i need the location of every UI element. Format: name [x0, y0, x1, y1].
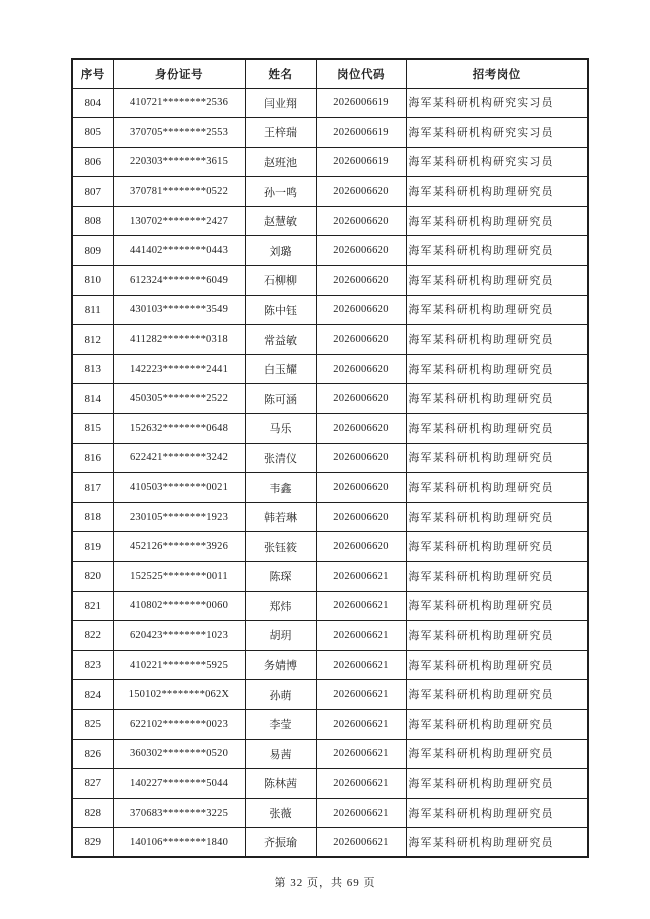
id-number-cell: 622421********3242 [113, 443, 245, 473]
post-code-cell: 2026006621 [316, 591, 406, 621]
serial-cell: 807 [72, 177, 113, 207]
serial-cell: 812 [72, 325, 113, 355]
id-number-cell: 441402********0443 [113, 236, 245, 266]
serial-cell: 815 [72, 414, 113, 444]
serial-cell: 826 [72, 739, 113, 769]
post-code-cell: 2026006619 [316, 88, 406, 118]
table-row [72, 739, 588, 769]
post-code-cell: 2026006620 [316, 502, 406, 532]
name-cell: 韦鑫 [245, 473, 316, 503]
post-code-cell: 2026006620 [316, 414, 406, 444]
serial-cell: 820 [72, 562, 113, 592]
serial-cell: 819 [72, 532, 113, 562]
name-cell: 陈可涵 [245, 384, 316, 414]
serial-cell: 827 [72, 769, 113, 799]
table-row [72, 621, 588, 651]
post-title-cell: 海军某科研机构助理研究员 [406, 739, 588, 769]
post-title-cell: 海军某科研机构助理研究员 [406, 473, 588, 503]
table-row [72, 118, 588, 148]
name-cell: 孙一鸣 [245, 177, 316, 207]
id-number-cell: 152525********0011 [113, 562, 245, 592]
post-title-cell: 海军某科研机构助理研究员 [406, 414, 588, 444]
name-cell: 齐振瑜 [245, 828, 316, 858]
table-row [72, 769, 588, 799]
id-number-cell: 450305********2522 [113, 384, 245, 414]
id-number-cell: 622102********0023 [113, 709, 245, 739]
post-code-cell: 2026006621 [316, 562, 406, 592]
serial-cell: 814 [72, 384, 113, 414]
name-cell: 王梓瑞 [245, 118, 316, 148]
table-row [72, 502, 588, 532]
table-row [72, 88, 588, 118]
column-header: 序号 [72, 59, 113, 88]
name-cell: 张薇 [245, 798, 316, 828]
post-code-cell: 2026006621 [316, 798, 406, 828]
table-row [72, 591, 588, 621]
post-code-cell: 2026006620 [316, 325, 406, 355]
table-row [72, 532, 588, 562]
table-row [72, 177, 588, 207]
table-row [72, 354, 588, 384]
table-row [72, 206, 588, 236]
name-cell: 常益敏 [245, 325, 316, 355]
post-title-cell: 海军某科研机构助理研究员 [406, 621, 588, 651]
candidate-table [71, 58, 589, 858]
post-title-cell: 海军某科研机构助理研究员 [406, 828, 588, 858]
post-code-cell: 2026006620 [316, 473, 406, 503]
post-code-cell: 2026006619 [316, 147, 406, 177]
post-code-cell: 2026006620 [316, 532, 406, 562]
table-row [72, 798, 588, 828]
id-number-cell: 620423********1023 [113, 621, 245, 651]
name-cell: 陈林茜 [245, 769, 316, 799]
serial-cell: 816 [72, 443, 113, 473]
post-title-cell: 海军某科研机构助理研究员 [406, 266, 588, 296]
name-cell: 胡玥 [245, 621, 316, 651]
table-row [72, 443, 588, 473]
post-code-cell: 2026006621 [316, 680, 406, 710]
id-number-cell: 220303********3615 [113, 147, 245, 177]
serial-cell: 811 [72, 295, 113, 325]
post-title-cell: 海军某科研机构助理研究员 [406, 236, 588, 266]
name-cell: 郑炜 [245, 591, 316, 621]
table-row [72, 236, 588, 266]
id-number-cell: 452126********3926 [113, 532, 245, 562]
name-cell: 陈琛 [245, 562, 316, 592]
post-code-cell: 2026006620 [316, 236, 406, 266]
post-title-cell: 海军某科研机构助理研究员 [406, 325, 588, 355]
id-number-cell: 612324********6049 [113, 266, 245, 296]
serial-cell: 813 [72, 354, 113, 384]
name-cell: 石柳柳 [245, 266, 316, 296]
table-body [72, 88, 588, 857]
post-title-cell: 海军某科研机构助理研究员 [406, 206, 588, 236]
post-code-cell: 2026006620 [316, 354, 406, 384]
table-row [72, 650, 588, 680]
serial-cell: 824 [72, 680, 113, 710]
id-number-cell: 360302********0520 [113, 739, 245, 769]
id-number-cell: 410221********5925 [113, 650, 245, 680]
id-number-cell: 370683********3225 [113, 798, 245, 828]
post-code-cell: 2026006620 [316, 384, 406, 414]
post-code-cell: 2026006621 [316, 650, 406, 680]
column-header: 招考岗位 [406, 59, 588, 88]
table-row [72, 147, 588, 177]
name-cell: 张钰筱 [245, 532, 316, 562]
table-row [72, 295, 588, 325]
id-number-cell: 130702********2427 [113, 206, 245, 236]
post-code-cell: 2026006621 [316, 769, 406, 799]
post-title-cell: 海军某科研机构助理研究员 [406, 295, 588, 325]
post-title-cell: 海军某科研机构助理研究员 [406, 532, 588, 562]
name-cell: 孙萌 [245, 680, 316, 710]
serial-cell: 822 [72, 621, 113, 651]
id-number-cell: 410802********0060 [113, 591, 245, 621]
post-title-cell: 海军某科研机构助理研究员 [406, 502, 588, 532]
post-code-cell: 2026006620 [316, 177, 406, 207]
name-cell: 白玉耀 [245, 354, 316, 384]
table-row [72, 384, 588, 414]
id-number-cell: 411282********0318 [113, 325, 245, 355]
name-cell: 李莹 [245, 709, 316, 739]
column-header: 身份证号 [113, 59, 245, 88]
id-number-cell: 140227********5044 [113, 769, 245, 799]
serial-cell: 808 [72, 206, 113, 236]
post-title-cell: 海军某科研机构助理研究员 [406, 384, 588, 414]
serial-cell: 804 [72, 88, 113, 118]
id-number-cell: 140106********1840 [113, 828, 245, 858]
serial-cell: 805 [72, 118, 113, 148]
id-number-cell: 410721********2536 [113, 88, 245, 118]
table-row [72, 414, 588, 444]
name-cell: 韩若琳 [245, 502, 316, 532]
table-row [72, 680, 588, 710]
post-code-cell: 2026006621 [316, 621, 406, 651]
name-cell: 陈中钰 [245, 295, 316, 325]
id-number-cell: 430103********3549 [113, 295, 245, 325]
name-cell: 马乐 [245, 414, 316, 444]
post-title-cell: 海军某科研机构研究实习员 [406, 88, 588, 118]
header-row [72, 59, 588, 88]
table-row [72, 473, 588, 503]
post-title-cell: 海军某科研机构助理研究员 [406, 443, 588, 473]
name-cell: 刘璐 [245, 236, 316, 266]
post-title-cell: 海军某科研机构助理研究员 [406, 591, 588, 621]
serial-cell: 821 [72, 591, 113, 621]
column-header: 岗位代码 [316, 59, 406, 88]
table-header [72, 59, 588, 88]
name-cell: 赵班池 [245, 147, 316, 177]
id-number-cell: 230105********1923 [113, 502, 245, 532]
post-title-cell: 海军某科研机构助理研究员 [406, 650, 588, 680]
post-title-cell: 海军某科研机构助理研究员 [406, 354, 588, 384]
post-title-cell: 海军某科研机构助理研究员 [406, 562, 588, 592]
name-cell: 赵慧敏 [245, 206, 316, 236]
post-title-cell: 海军某科研机构助理研究员 [406, 709, 588, 739]
serial-cell: 817 [72, 473, 113, 503]
post-code-cell: 2026006620 [316, 443, 406, 473]
serial-cell: 818 [72, 502, 113, 532]
post-code-cell: 2026006620 [316, 206, 406, 236]
serial-cell: 823 [72, 650, 113, 680]
post-code-cell: 2026006620 [316, 266, 406, 296]
id-number-cell: 370705********2553 [113, 118, 245, 148]
id-number-cell: 152632********0648 [113, 414, 245, 444]
id-number-cell: 410503********0021 [113, 473, 245, 503]
post-code-cell: 2026006621 [316, 709, 406, 739]
serial-cell: 825 [72, 709, 113, 739]
name-cell: 张清仪 [245, 443, 316, 473]
id-number-cell: 150102********062X [113, 680, 245, 710]
post-code-cell: 2026006620 [316, 295, 406, 325]
serial-cell: 806 [72, 147, 113, 177]
table-row [72, 709, 588, 739]
name-cell: 闫业翔 [245, 88, 316, 118]
serial-cell: 828 [72, 798, 113, 828]
post-code-cell: 2026006621 [316, 739, 406, 769]
post-title-cell: 海军某科研机构助理研究员 [406, 798, 588, 828]
serial-cell: 809 [72, 236, 113, 266]
id-number-cell: 142223********2441 [113, 354, 245, 384]
serial-cell: 810 [72, 266, 113, 296]
post-title-cell: 海军某科研机构助理研究员 [406, 769, 588, 799]
post-title-cell: 海军某科研机构助理研究员 [406, 680, 588, 710]
page-number-footer: 第 32 页，共 69 页 [274, 877, 376, 889]
column-header: 姓名 [245, 59, 316, 88]
name-cell: 易茜 [245, 739, 316, 769]
post-code-cell: 2026006619 [316, 118, 406, 148]
post-title-cell: 海军某科研机构助理研究员 [406, 177, 588, 207]
table-row [72, 325, 588, 355]
post-code-cell: 2026006621 [316, 828, 406, 858]
table-row [72, 828, 588, 858]
serial-cell: 829 [72, 828, 113, 858]
id-number-cell: 370781********0522 [113, 177, 245, 207]
name-cell: 务婧博 [245, 650, 316, 680]
post-title-cell: 海军某科研机构研究实习员 [406, 147, 588, 177]
table-row [72, 266, 588, 296]
table-row [72, 562, 588, 592]
post-title-cell: 海军某科研机构研究实习员 [406, 118, 588, 148]
